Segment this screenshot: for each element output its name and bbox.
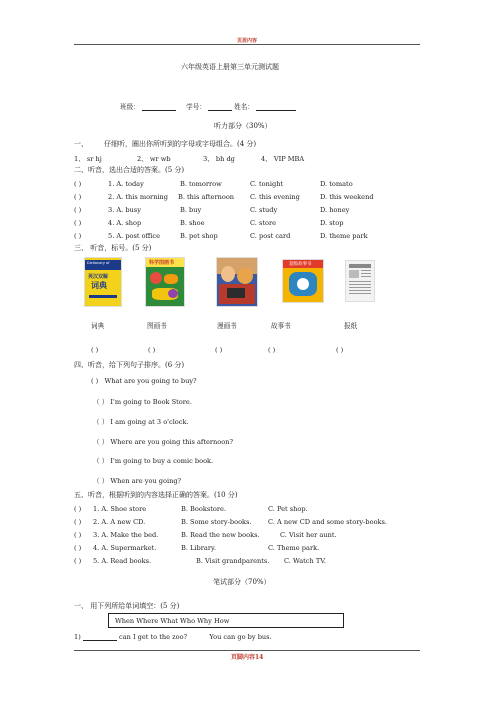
picture-caption: 词典 <box>91 322 105 330</box>
option-b: B. shoe <box>180 219 205 227</box>
answer-blank[interactable] <box>83 633 117 641</box>
part1-heading-number: 一、 <box>74 140 88 148</box>
option-c: C. tonight <box>250 180 284 188</box>
answer-paren[interactable]: （ ） <box>93 457 109 465</box>
option-c: C. post card <box>250 232 291 240</box>
answer-paren[interactable]: ( ) <box>74 557 82 565</box>
part1-item: 2、 wr wb <box>137 155 171 163</box>
option-a: 4. A. Supermarket. <box>93 544 157 552</box>
option-c: C. this evening <box>250 193 300 201</box>
sentence-order-row <box>93 396 192 406</box>
sentence-text: Where are you going this afternoon? <box>110 438 233 446</box>
sentence-text: I am going at 3 o'clock. <box>110 418 189 426</box>
class-label: 班级： <box>120 103 140 111</box>
option-d: D. honey <box>320 206 350 214</box>
answer-paren[interactable]: ( ) <box>74 206 82 214</box>
dictionary-cover-text: 英汉双解 <box>88 274 109 280</box>
part1-item: 1、 sr hj <box>74 155 102 163</box>
answer-paren[interactable]: ( ) <box>74 193 82 201</box>
option-a: 3. A. Make the bed. <box>93 531 159 539</box>
option-b: B. this afternoon <box>178 193 235 201</box>
answer-paren[interactable]: ( ) <box>74 518 82 526</box>
option-c: C. Watch TV. <box>284 557 326 565</box>
answer-paren[interactable]: （ ） <box>93 438 109 446</box>
picture-caption: 报纸 <box>344 322 358 330</box>
question-text: can I get to the zoo? <box>119 633 188 641</box>
option-b: B. buy <box>180 206 202 214</box>
answer-paren[interactable]: （ ） <box>93 418 109 426</box>
option-d: D. theme park <box>320 232 368 240</box>
option-c: C. study <box>250 206 278 214</box>
part1-item: 3、 bh dg <box>203 155 235 163</box>
option-a: 4. A. shop <box>108 219 142 227</box>
word-bank: When Where What Who Why How <box>115 617 230 625</box>
sentence-order-row <box>91 377 197 385</box>
answer-paren[interactable]: ( ) <box>74 544 82 552</box>
option-d: D. this weekend <box>320 193 374 201</box>
option-b: B. tomorrow <box>180 180 222 188</box>
option-c: C. Pet shop. <box>268 505 308 513</box>
part3-heading: 三、 听音，标号。(5 分) <box>74 244 152 252</box>
footer-rule <box>74 650 420 651</box>
page-footer-label: 页脚内容14 <box>231 654 264 661</box>
option-b: B. Bookstore. <box>181 505 226 513</box>
part2-heading: 二、听音，选出合适的答案。(5 分) <box>74 166 185 174</box>
option-a: 3. A. busy <box>108 206 141 214</box>
option-a: 1. A. today <box>108 180 144 188</box>
fill-question-row <box>74 633 272 641</box>
answer-paren[interactable]: ( ) <box>74 180 82 188</box>
picture-caption: 漫画书 <box>217 322 237 330</box>
name-label: 姓名： <box>234 103 254 111</box>
option-a: 2. A. A new CD. <box>93 518 146 526</box>
sentence-order-row <box>93 416 189 426</box>
answer-paren[interactable]: ( ) <box>74 531 82 539</box>
part5-heading: 五、听音，根据听到的内容选择正确的答案。(10 分) <box>74 491 238 499</box>
dictionary-image <box>84 257 122 307</box>
sentence-text: What are you going to buy? <box>104 377 197 385</box>
picture-answer-blank[interactable]: ( ) <box>148 346 156 354</box>
page-header-label: 页眉内容 <box>237 38 258 44</box>
part1-item: 4、 VIP MBA <box>261 155 305 163</box>
answer-paren[interactable]: （ ） <box>93 398 109 406</box>
sentence-order-row <box>93 475 181 485</box>
header-rule <box>74 44 420 45</box>
option-a: 1. A. Shoe store <box>93 505 147 513</box>
dictionary-cover-text: 词典 <box>91 281 107 290</box>
option-c: C. A new CD and some story-books. <box>268 518 388 526</box>
word-bank-box <box>108 613 344 628</box>
picture-caption: 故事书 <box>271 322 291 330</box>
picturebook-cover-text: 科学图画书 <box>149 260 175 266</box>
answer-paren[interactable]: ( ) <box>74 505 82 513</box>
answer-paren[interactable]: ( ) <box>74 219 82 227</box>
sentence-text: I'm going to buy a comic book. <box>110 457 214 465</box>
picture-book-image <box>145 257 185 307</box>
written-part1-heading: 一、 用下列所给单词填空：(5 分) <box>74 602 180 610</box>
story-book-image <box>282 259 324 303</box>
option-a: 2. A. this morning <box>108 193 169 201</box>
option-a: 5. A. post office <box>108 232 161 240</box>
dictionary-cover-text: Dictionary of <box>87 261 110 265</box>
written-section-title: 笔试部分（70%） <box>213 578 271 586</box>
id-label: 学号： <box>186 103 206 111</box>
option-b: B. Some story-books. <box>181 518 252 526</box>
option-b: B. Read the new books. <box>181 531 260 539</box>
storybook-cover-text: 超级故事书 <box>289 262 312 267</box>
option-b: B. pet shop <box>180 232 218 240</box>
option-b: B. Visit grandparents. <box>196 557 270 565</box>
picture-answer-blank[interactable]: ( ) <box>91 346 99 354</box>
option-d: D. stop <box>320 219 344 227</box>
document-title: 六年级英语上册第三单元测试题 <box>181 63 279 71</box>
id-blank[interactable] <box>208 103 232 111</box>
student-info-line <box>120 101 296 111</box>
name-blank[interactable] <box>256 103 296 111</box>
picture-answer-blank[interactable]: ( ) <box>268 346 276 354</box>
picture-caption: 图画书 <box>147 322 167 330</box>
listening-section-title: 听力部分（30%） <box>214 122 272 130</box>
answer-paren[interactable]: ( ) <box>91 377 99 385</box>
sentence-text: When are you going? <box>110 477 182 485</box>
part1-heading: 仔细听，圈出你所听到的字母或字母组合。(4 分) <box>104 140 257 148</box>
picture-answer-blank[interactable]: ( ) <box>215 346 223 354</box>
sentence-text: I'm going to Book Store. <box>110 398 192 406</box>
answer-paren[interactable]: （ ） <box>93 477 109 485</box>
question-answer-text: You can go by bus. <box>209 633 272 641</box>
sentence-order-row <box>93 455 213 465</box>
option-a: 5. A. Read books. <box>93 557 152 565</box>
question-number: 1) <box>74 633 81 641</box>
sentence-order-row <box>93 436 233 446</box>
newspaper-image <box>345 260 375 302</box>
option-c: C. Visit her aunt. <box>280 531 337 539</box>
option-c: C. store <box>250 219 277 227</box>
option-d: D. tomato <box>320 180 353 188</box>
comic-book-image <box>216 257 258 307</box>
option-c: C. Theme park. <box>268 544 320 552</box>
part4-heading: 四、听音，给下列句子排序。(6 分) <box>74 361 185 369</box>
picture-answer-blank[interactable]: ( ) <box>336 346 344 354</box>
option-b: B. Library. <box>181 544 216 552</box>
answer-paren[interactable]: ( ) <box>74 232 82 240</box>
class-blank[interactable] <box>142 103 176 111</box>
